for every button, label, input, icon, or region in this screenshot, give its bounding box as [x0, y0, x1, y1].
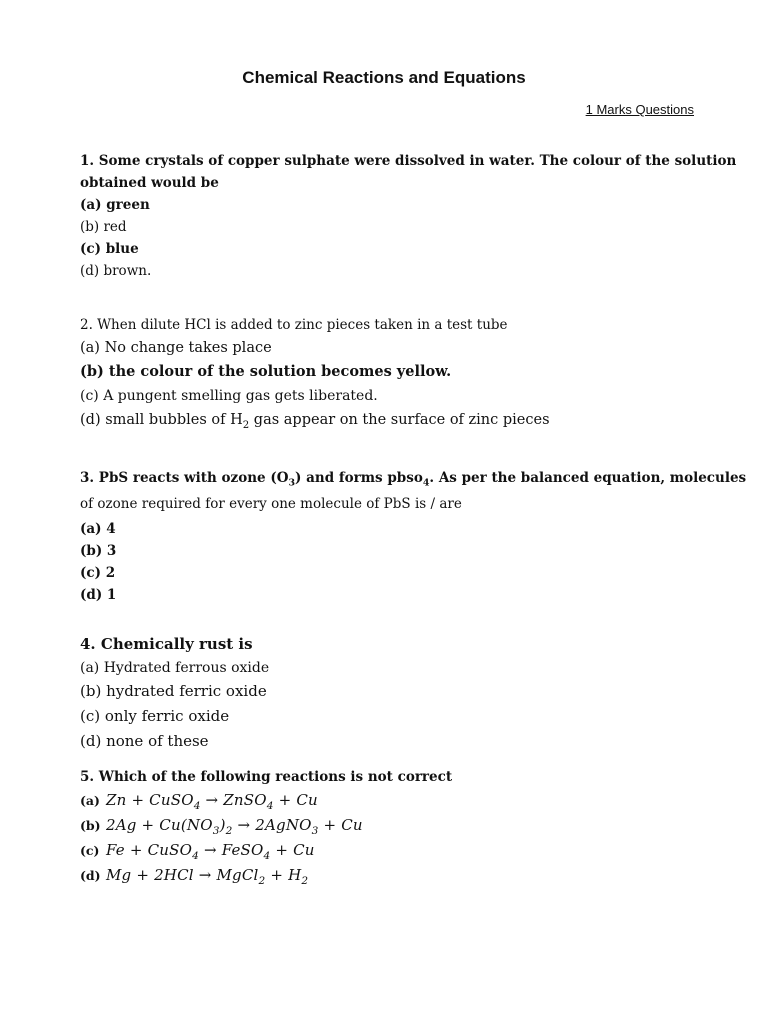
question-stem: 4. Chemically rust is: [80, 635, 253, 653]
option-label: (d): [80, 868, 101, 883]
option-c: (c) A pungent smelling gas gets liberated.: [80, 388, 378, 404]
option-d: (d) small bubbles of $H_2$ gas appear on the surface of zinc pieces: [80, 412, 550, 431]
option-d: (d) 1: [80, 587, 117, 603]
option-b: (b) the colour of the solution becomes yellow.: [80, 363, 452, 380]
question-2: [80, 314, 700, 432]
equation: Mg + 2HCl → MgCl$_2$ + $H_2$: [106, 866, 309, 887]
option-b: [80, 813, 700, 838]
option-label: (b): [80, 818, 101, 833]
section-subtitle: 1 Marks Questions: [585, 102, 694, 117]
option-b: (b) 3: [80, 543, 117, 559]
option-a: (a) No change takes place: [80, 340, 272, 356]
option-c: (c) 2: [80, 565, 116, 581]
option-d: [80, 863, 700, 888]
equation: Zn + CuSO$_4$ → ZnSO$_4$ + Cu: [106, 791, 318, 812]
question-stem: 1. Some crystals of copper sulphate were dissolved in water. The colour of the solution: [80, 153, 737, 169]
option-a: [80, 788, 700, 813]
question-stem: obtained would be: [80, 175, 219, 191]
option-d: (d) brown.: [80, 263, 152, 279]
option-a: (a) 4: [80, 521, 116, 537]
option-c: (c) only ferric oxide: [80, 707, 230, 725]
option-a: (a) green: [80, 197, 150, 213]
question-stem: of ozone required for every one molecule of PbS is / are: [80, 496, 462, 512]
question-5: [80, 766, 700, 888]
option-b: (b) hydrated ferric oxide: [80, 682, 267, 700]
option-label: (a): [80, 793, 100, 808]
option-label: (c): [80, 843, 100, 858]
question-1: [80, 150, 737, 282]
option-a: (a) Hydrated ferrous oxide: [80, 660, 270, 676]
page-title: Chemical Reactions and Equations: [242, 68, 526, 87]
option-c: [80, 838, 700, 863]
equation: Fe + CuSO$_4$ → FeSO$_4$ + Cu: [106, 841, 315, 862]
option-b: (b) red: [80, 219, 127, 235]
option-c: (c) blue: [80, 241, 139, 257]
question-stem: 5. Which of the following reactions is not correct: [80, 769, 453, 785]
equation: $2Ag + Cu(NO_3)_2$ → 2AgNO$_3$ + Cu: [106, 816, 363, 837]
question-3: [80, 466, 747, 606]
question-stem: 3. PbS reacts with ozone $(O_3)$ and forms pbso$_4$. As per the balanced equation, molecules: [80, 470, 747, 489]
question-4: [80, 632, 700, 754]
question-stem: 2. When dilute HCl is added to zinc pieces taken in a test tube: [80, 317, 508, 333]
option-d: (d) none of these: [80, 732, 209, 750]
